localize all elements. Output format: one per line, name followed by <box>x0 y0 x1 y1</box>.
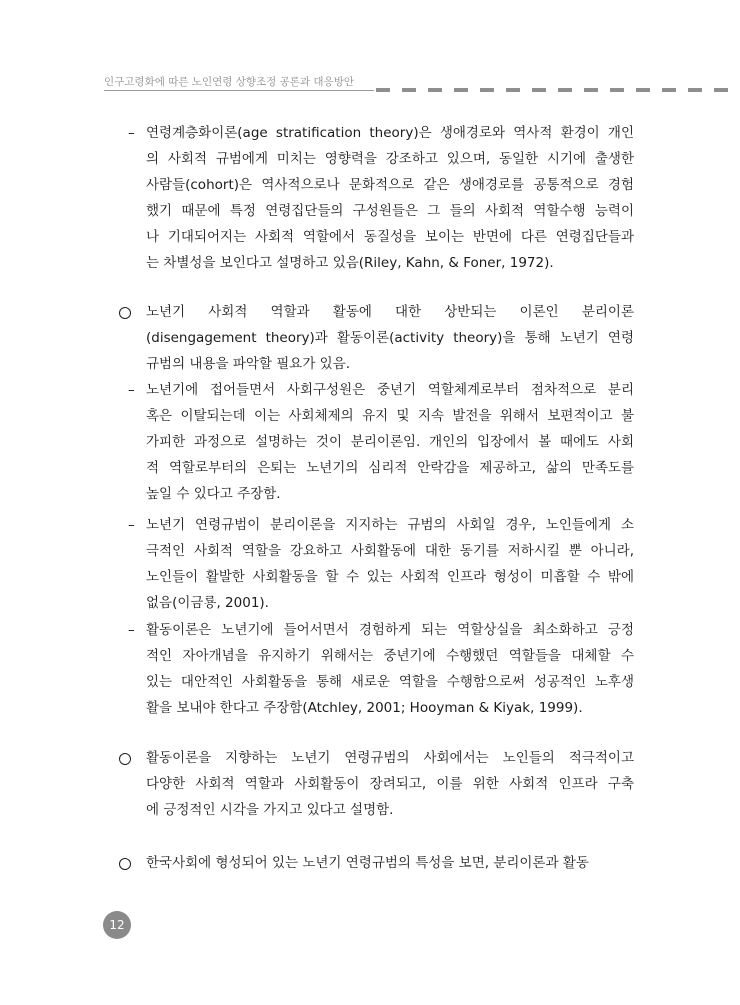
dash-bullet-marker: – <box>128 125 135 141</box>
text-line: 의 사회적 규범에게 미치는 영향력을 강조하고 있으며, 동일한 시기에 출생한 <box>146 151 634 167</box>
text-line: 사람들(cohort)은 역사적으로나 문화적으로 같은 생애경로를 공통적으로 경험 <box>146 177 634 193</box>
text-line: 했기 때문에 특정 연령집단들의 구성원들은 그 들의 사회적 역할수행 능력이 <box>146 203 634 219</box>
text-line: 규범의 내용을 파악할 필요가 있음. <box>146 356 351 372</box>
text-line: 한국사회에 형성되어 있는 노년기 연령규범의 특성을 보면, 분리이론과 활동 <box>146 855 589 871</box>
dash-bullet-marker: – <box>128 622 135 638</box>
circle-bullet-icon <box>119 307 131 319</box>
text-line: 다양한 사회적 역할과 사회활동이 장려되고, 이를 위한 사회적 인프라 구축 <box>146 776 634 792</box>
text-line: 활동이론을 지향하는 노년기 연령규범의 사회에서는 노인들의 적극적이고 <box>146 750 634 766</box>
text-line: 혹은 이탈되는데 이는 사회체제의 유지 및 지속 발전을 위해서 보편적이고 불 <box>146 408 634 424</box>
text-line: 노인들이 활발한 사회활동을 할 수 있는 사회적 인프라 형성이 미흡할 수 밖에 <box>146 569 634 585</box>
text-line: 는 차별성을 보인다고 설명하고 있음(Riley, Kahn, & Foner, 1972). <box>146 255 554 271</box>
text-line: 연령계층화이론(age stratification theory)은 생애경로와 역사적 환경이 개인 <box>146 125 634 141</box>
text-line: 노년기 연령규범이 분리이론을 지지하는 규범의 사회일 경우, 노인들에게 소 <box>146 517 634 533</box>
text-line: 없음(이금룡, 2001). <box>146 595 269 611</box>
page-number-badge: 12 <box>103 911 131 939</box>
text-line: 극적인 사회적 역할을 강요하고 사회활동에 대한 동기를 저하시킬 뿐 아니라, <box>146 543 634 559</box>
text-line: 있는 대안적인 사회활동을 통해 새로운 역할을 수행함으로써 성공적인 노후생 <box>146 674 634 690</box>
text-line: 적 역할로부터의 은퇴는 노년기의 심리적 안락감을 제공하고, 삶의 만족도를 <box>146 460 634 476</box>
dash-bullet-marker: – <box>128 382 135 398</box>
text-line: 가피한 과정으로 설명하는 것이 분리이론임. 개인의 입장에서 볼 때에도 사회 <box>146 434 634 450</box>
dash-bullet-marker: – <box>128 517 135 533</box>
running-header <box>104 74 740 94</box>
text-line: 노년기 사회적 역할과 활동에 대한 상반되는 이론인 분리이론 <box>146 304 634 320</box>
text-line: 적인 자아개념을 유지하기 위해서는 중년기에 수행했던 역할들을 대체할 수 <box>146 648 634 664</box>
text-line: (disengagement theory)과 활동이론(activity theory)을 통해 노년기 연령 <box>146 330 634 346</box>
circle-bullet-icon <box>119 753 131 765</box>
text-line: 나 기대되어지는 사회적 역할에서 동질성을 보이는 반면에 다른 연령집단들과 <box>146 229 634 245</box>
circle-bullet-icon <box>119 858 131 870</box>
text-line: 활을 보내야 한다고 주장함(Atchley, 2001; Hooyman & Kiyak, 1999). <box>146 700 583 716</box>
header-dashed-rule <box>376 88 740 92</box>
text-line: 노년기에 접어들면서 사회구성원은 중년기 역할체계로부터 점차적으로 분리 <box>146 382 634 398</box>
running-header-title: 인구고령화에 따른 노인연령 상향조정 공론과 대응방안 <box>104 76 354 88</box>
text-line: 에 긍정적인 시각을 가지고 있다고 설명함. <box>146 802 394 818</box>
header-rule <box>104 90 374 91</box>
text-line: 높일 수 있다고 주장함. <box>146 486 281 502</box>
text-line: 활동이론은 노년기에 들어서면서 경험하게 되는 역할상실을 최소화하고 긍정 <box>146 622 634 638</box>
